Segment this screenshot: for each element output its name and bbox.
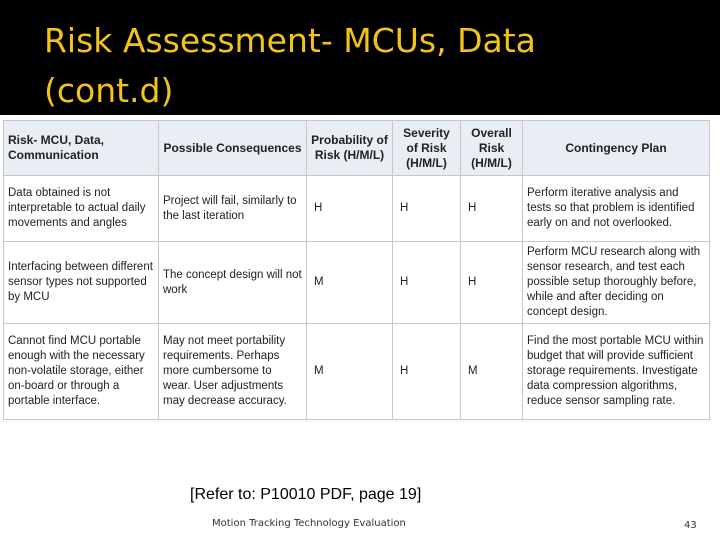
title-band	[0, 0, 720, 115]
probability-cell: M	[307, 242, 393, 324]
overall-cell: H	[461, 176, 523, 242]
plan-cell: Find the most portable MCU within budget that will provide sufficient storage requirements. Investigate data compression algorithms, reduce sensor sampling rate.	[523, 324, 710, 420]
header-overall: Overall Risk (H/M/L)	[461, 121, 523, 176]
table-row	[4, 324, 710, 420]
table-header-row	[4, 121, 710, 176]
header-risk: Risk- MCU, Data, Communication	[4, 121, 159, 176]
table-row	[4, 176, 710, 242]
table-row	[4, 242, 710, 324]
plan-cell: Perform iterative analysis and tests so that problem is identified early on and not overlooked.	[523, 176, 710, 242]
reference-caption: [Refer to: P10010 PDF, page 19]	[190, 486, 422, 503]
overall-cell: M	[461, 324, 523, 420]
footer-text: Motion Tracking Technology Evaluation	[212, 518, 406, 529]
risk-cell: Data obtained is not interpretable to actual daily movements and angles	[4, 176, 159, 242]
severity-cell: H	[393, 176, 461, 242]
risk-cell: Interfacing between different sensor types not supported by MCU	[4, 242, 159, 324]
slide-title: Risk Assessment- MCUs, Data (cont.d)	[44, 21, 536, 110]
header-probability: Probability of Risk (H/M/L)	[307, 121, 393, 176]
probability-cell: H	[307, 176, 393, 242]
header-consequences: Possible Consequences	[159, 121, 307, 176]
severity-cell: H	[393, 324, 461, 420]
plan-cell: Perform MCU research along with sensor research, and test each possible setup thoroughly before, while and after deciding on concept design.	[523, 242, 710, 324]
page-number: 43	[684, 520, 697, 531]
consequence-cell: The concept design will not work	[159, 242, 307, 324]
risk-table-container	[3, 120, 709, 422]
probability-cell: M	[307, 324, 393, 420]
risk-cell: Cannot find MCU portable enough with the necessary non-volatile storage, either on-board or through a portable interface.	[4, 324, 159, 420]
header-contingency: Contingency Plan	[523, 121, 710, 176]
consequence-cell: Project will fail, similarly to the last iteration	[159, 176, 307, 242]
overall-cell: H	[461, 242, 523, 324]
severity-cell: H	[393, 242, 461, 324]
risk-table	[3, 120, 710, 420]
consequence-cell: May not meet portability requirements. Perhaps more cumbersome to wear. User adjustments may decrease accuracy.	[159, 324, 307, 420]
header-severity: Severity of Risk (H/M/L)	[393, 121, 461, 176]
